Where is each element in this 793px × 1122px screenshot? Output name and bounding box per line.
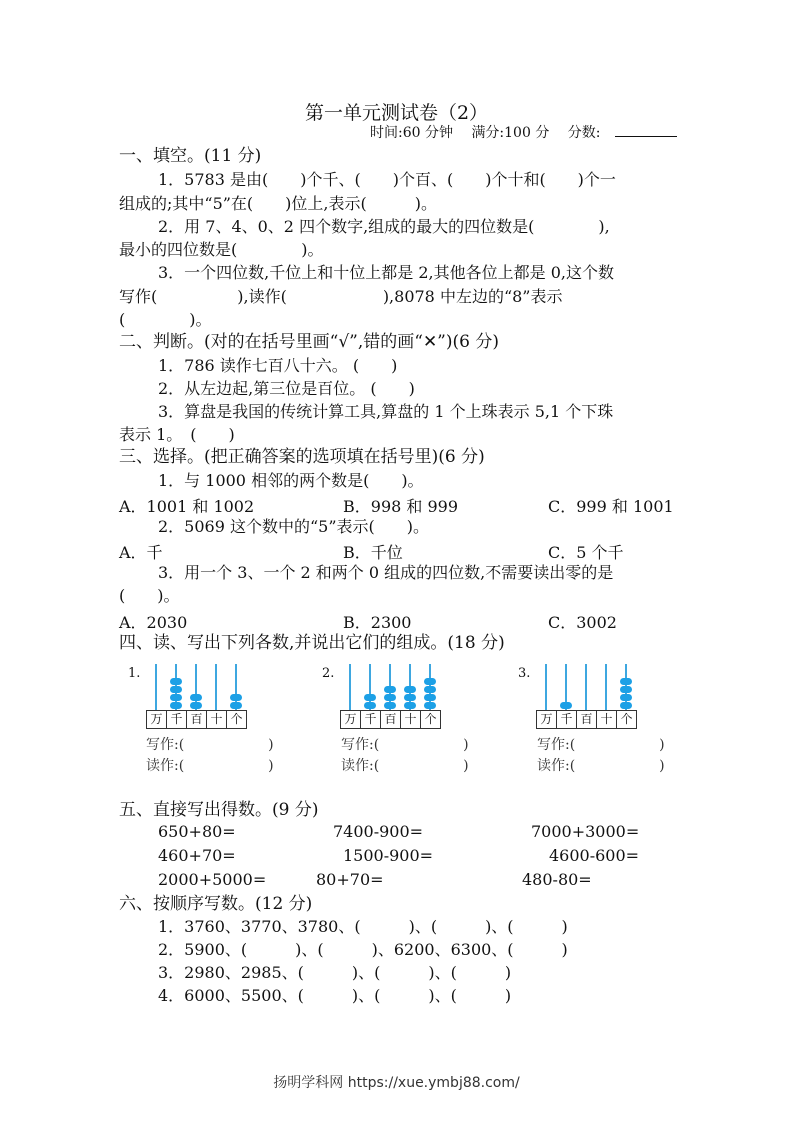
s1-line-4: 最小的四位数是( )。 (119, 240, 324, 259)
section-3-heading: 三、选择。(把正确答案的选项填在括号里)(6 分) (119, 447, 485, 467)
abacus-bead (560, 702, 572, 709)
place-label: 十 (597, 711, 617, 728)
section-4-heading: 四、读、写出下列各数,并说出它们的组成。(18 分) (119, 633, 505, 653)
calc-8: 80+70= (316, 870, 384, 889)
s1-line-6: 写作( ),读作( ),8078 中左边的“8”表示 (119, 287, 563, 306)
place-label: 百 (187, 711, 207, 728)
place-value-labels (146, 710, 247, 729)
s2-line-3: 3．算盘是我国的传统计算工具,算盘的 1 个上珠表示 5,1 个下珠 (158, 402, 614, 421)
abacus-1-read[interactable]: 读作:( ) (146, 758, 274, 774)
abacus-bead (170, 678, 182, 685)
section-1-heading: 一、填空。(11 分) (119, 146, 262, 166)
abacus-1-write[interactable]: 写作:( ) (146, 737, 274, 753)
s2-line-1: 1．786 读作七百八十六。 ( ) (158, 356, 398, 375)
s3-q1: 1．与 1000 相邻的两个数是( )。 (158, 471, 424, 490)
calc-3: 7000+3000= (531, 822, 640, 841)
abacus-bead (620, 678, 632, 685)
abacus-2-write[interactable]: 写作:( ) (341, 737, 469, 753)
s2-line-4: 表示 1。 ( ) (119, 425, 235, 444)
abacus-bead (424, 702, 436, 709)
s3-q3-option-a: A．2030 (119, 613, 188, 632)
abacus-number: 1. (128, 666, 141, 681)
s3-q1-option-c: C．999 和 1001 (548, 497, 674, 516)
abacus-bead (404, 702, 416, 709)
place-label: 个 (230, 712, 243, 726)
abacus-bead (190, 702, 202, 709)
abacus-bead (620, 702, 632, 709)
abacus-bead (620, 694, 632, 701)
score-blank[interactable] (615, 124, 677, 137)
place-label: 个 (620, 712, 633, 726)
s3-q2-option-a: A．千 (119, 543, 163, 562)
s1-line-1: 1．5783 是由( )个千、( )个百、( )个十和( )个一 (158, 170, 616, 189)
page-title: 第一单元测试卷（2） (304, 102, 489, 124)
abacus-bead (424, 694, 436, 701)
abacus-2-read[interactable]: 读作:( ) (341, 758, 469, 774)
abacus-bead (384, 702, 396, 709)
s3-q3-option-c: C．3002 (548, 613, 617, 632)
abacus-bead (170, 694, 182, 701)
s1-line-7: ( )。 (119, 310, 212, 329)
s3-q3-option-b: B．2300 (343, 613, 412, 632)
abacus-1 (128, 664, 246, 734)
calc-5: 1500-900= (343, 846, 434, 865)
s3-q2-option-b: B．千位 (343, 543, 403, 562)
s3-q1-option-b: B．998 和 999 (343, 497, 459, 516)
section-6-heading: 六、按顺序写数。(12 分) (119, 894, 313, 914)
abacus-bead (170, 686, 182, 693)
footer-watermark[interactable]: 扬明学科网 https://xue.ymbj88.com/ (273, 1075, 520, 1091)
abacus-rod (349, 664, 351, 710)
abacus-bead (170, 702, 182, 709)
place-label: 百 (577, 711, 597, 728)
section-2-heading: 二、判断。(对的在括号里画“√”,错的画“✕”)(6 分) (119, 332, 499, 352)
abacus-bead (404, 694, 416, 701)
abacus-bead (230, 694, 242, 701)
abacus-rod (605, 664, 607, 710)
abacus-3 (518, 664, 636, 734)
abacus-number: 2. (322, 666, 335, 681)
abacus-bead (384, 694, 396, 701)
place-label: 千 (557, 711, 577, 728)
abacus-bead (230, 702, 242, 709)
abacus-bead (424, 678, 436, 685)
calc-1: 650+80= (158, 822, 236, 841)
s2-line-2: 2．从左边起,第三位是百位。 ( ) (158, 379, 415, 398)
s3-q3: 3．用一个 3、一个 2 和两个 0 组成的四位数,不需要读出零的是 (158, 563, 614, 582)
s3-q2: 2．5069 这个数中的“5”表示( )。 (158, 517, 430, 536)
s3-q1-option-a: A．1001 和 1002 (119, 497, 255, 516)
s6-line-3: 3．2980、2985、( )、( )、( ) (158, 963, 512, 982)
exam-meta (370, 122, 691, 142)
calc-4: 460+70= (158, 846, 236, 865)
abacus-rod (155, 664, 157, 710)
abacus-rod (215, 664, 217, 710)
abacus-3-write[interactable]: 写作:( ) (537, 737, 665, 753)
section-5-heading: 五、直接写出得数。(9 分) (119, 800, 319, 820)
s1-line-5: 3．一个四位数,千位上和十位上都是 2,其他各位上都是 0,这个数 (158, 263, 614, 282)
calc-7: 2000+5000= (158, 870, 267, 889)
s1-line-2: 组成的;其中“5”在( )位上,表示( )。 (119, 194, 437, 213)
s1-line-3: 2．用 7、4、0、2 四个数字,组成的最大的四位数是( ), (158, 217, 610, 236)
place-value-labels (536, 710, 637, 729)
place-label: 千 (167, 711, 187, 728)
s3-q2-option-c: C．5 个千 (548, 543, 624, 562)
abacus-bead (404, 686, 416, 693)
place-label: 万 (147, 711, 167, 728)
abacus-bead (190, 694, 202, 701)
place-value-labels (340, 710, 441, 729)
abacus-rod (545, 664, 547, 710)
place-label: 万 (341, 711, 361, 728)
abacus-bead (364, 694, 376, 701)
abacus-2 (322, 664, 440, 734)
place-label: 千 (361, 711, 381, 728)
s6-line-4: 4．6000、5500、( )、( )、( ) (158, 986, 512, 1005)
place-label: 十 (401, 711, 421, 728)
abacus-bead (620, 686, 632, 693)
abacus-number: 3. (518, 666, 531, 681)
place-label: 万 (537, 711, 557, 728)
calc-9: 480-80= (522, 870, 592, 889)
time-limit: 时间:60 分钟 (370, 125, 453, 141)
place-label: 十 (207, 711, 227, 728)
full-score: 满分:100 分 (471, 125, 550, 141)
abacus-3-read[interactable]: 读作:( ) (537, 758, 665, 774)
abacus-bead (424, 686, 436, 693)
place-label: 个 (424, 712, 437, 726)
s6-line-1: 1．3760、3770、3780、( )、( )、( ) (158, 917, 568, 936)
calc-6: 4600-600= (549, 846, 640, 865)
abacus-bead (384, 686, 396, 693)
abacus-rod (585, 664, 587, 710)
score-label: 分数: (567, 125, 601, 141)
abacus-bead (364, 702, 376, 709)
calc-2: 7400-900= (333, 822, 424, 841)
place-label: 百 (381, 711, 401, 728)
s3-q3-blank: ( )。 (119, 586, 180, 605)
s6-line-2: 2．5900、( )、( )、6200、6300、( ) (158, 940, 568, 959)
